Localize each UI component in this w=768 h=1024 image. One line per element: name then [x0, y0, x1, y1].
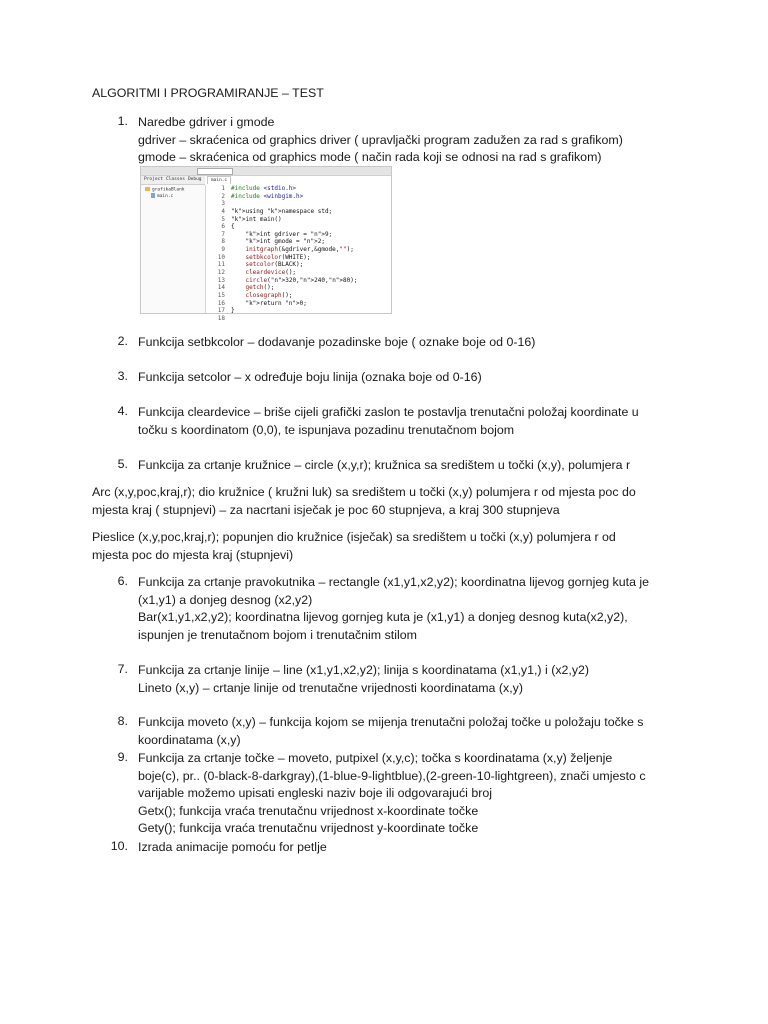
paragraph-line: mjesta poc do mjesta kraj (stupnjevi) [92, 547, 294, 562]
line-number: 11 [217, 261, 225, 269]
line-number: 17 [217, 307, 225, 315]
line-number: 3 [221, 200, 225, 208]
line-number: 2 [221, 192, 225, 200]
line-number-gutter [207, 185, 225, 323]
line-number: 15 [217, 291, 225, 299]
item-line: točku s koordinatom (0,0), te ispunjava pozadinu trenutačnom bojom [138, 422, 515, 437]
paragraph-line: mjesta kraj ( stupnjevi) – za nacrtani isječak je poc 60 stupnjeva, a kraj 300 stupnjeva [92, 502, 560, 517]
line-number: 7 [221, 230, 225, 238]
item-line: (x1,y1) a donjeg desnog (x2,y2) [138, 592, 313, 607]
paragraph-arc [92, 484, 682, 519]
line-number: 10 [217, 253, 225, 261]
line-number: 1 [221, 185, 225, 192]
code-line [231, 315, 357, 323]
item-line: Lineto (x,y) – crtanje linije od trenutačne vrijednosti koordinatama (x,y) [138, 680, 523, 695]
paragraph-line: Arc (x,y,poc,kraj,r); dio kružnice ( kružni luk) sa središtem u točki (x,y) polumjera r od mjesta poc do [92, 485, 636, 499]
line-number: 5 [221, 215, 225, 223]
code-line: circle("n">320,"n">240,"n">80); [245, 276, 358, 284]
code-line: setbkcolor(WHITE); [245, 253, 311, 261]
ide-code-editor [207, 184, 391, 322]
tree-item-project: grafikaBlank [145, 187, 185, 193]
item-line: Izrada animacije pomoću for petlje [138, 840, 327, 854]
item-line: Gety(); funkcija vraća trenutačnu vrijednost y-koordinate točke [138, 821, 479, 836]
item-line: Funkcija za crtanje točke – moveto, putpixel (x,y,c); točka s koordinatama (x,y) željenje [138, 751, 613, 765]
paragraph-line: Pieslice (x,y,poc,kraj,r); popunjen dio kružnice (isječak) sa središtem u točki (x,y) polumjera r od [92, 530, 616, 544]
item-line: varijable možemo upisati engleski naziv boje ili odgovarajući broj [138, 786, 493, 801]
code-line: cleardevice(); [245, 269, 297, 277]
item-number: 2. [117, 334, 128, 348]
item-number: 4. [117, 404, 128, 418]
ide-screenshot [140, 166, 392, 322]
code-line: setcolor(BLACK); [245, 261, 304, 269]
item-line: Funkcija moveto (x,y) – funkcija kojom se mijenja trenutačni položaj točke u položaju točke s [138, 715, 644, 729]
code-line: "k">int main() [231, 215, 282, 223]
ide-tab-project: Project [144, 177, 163, 182]
item-line: ispunjen je trenutačnom bojom i trenutačnim stilom [138, 627, 417, 642]
line-number: 9 [221, 246, 225, 254]
file-icon [151, 193, 155, 198]
code-line [231, 200, 357, 208]
item-number: 3. [117, 369, 128, 383]
item-number: 8. [117, 714, 128, 728]
code-line: "k">return "n">0; [245, 299, 307, 307]
item-line: boje(c), pr.. (0-black-8-darkgray),(1-blue-9-lightblue),(2-green-10-lightgreen), znači umjesto c [138, 768, 646, 783]
item-line: Funkcija za crtanje linije – line (x1,y1,x2,y2); linija s koordinatama (x1,y1,) i (x2,y2) [138, 663, 590, 677]
line-number: 12 [217, 269, 225, 277]
ide-tab-debug: Debug [187, 177, 202, 182]
line-number: 8 [221, 238, 225, 246]
paragraph-pieslice [92, 529, 682, 564]
ide-combo-box [197, 168, 233, 175]
code-line: "k">int gmode = "n">2; [245, 238, 325, 246]
item-line: Funkcija za crtanje kružnice – circle (x,y,r); kružnica sa središtem u točki (x,y), polumjera r [138, 458, 631, 472]
item-line: gdriver – skraćenica od graphics driver ( upravljački program zadužen za rad s grafikom) [138, 132, 623, 147]
ide-file-tab: main.c [207, 176, 231, 184]
code-line: "k">using "k">namespace std; [231, 207, 333, 215]
ide-tab-classes: Classes [165, 177, 185, 182]
item-line: Funkcija cleardevice – briše cijeli grafički zaslon te postavlja trenutačni položaj koordinate u [138, 405, 639, 419]
code-line: initgraph(&gdriver,&gmode,""); [245, 246, 354, 254]
code-line: closegraph(); [245, 291, 293, 299]
item-number: 1. [117, 114, 128, 128]
item-number: 6. [117, 574, 128, 588]
code-line: { [231, 223, 235, 231]
item-number: 10. [110, 839, 128, 853]
line-number: 16 [217, 299, 225, 307]
item-line: Funkcija za crtanje pravokutnika – rectangle (x1,y1,x2,y2); koordinatna lijevog gornjeg kuta je [138, 575, 650, 589]
item-number: 9. [117, 750, 128, 764]
line-number: 18 [217, 314, 225, 322]
item-line: gmode – skraćenica od graphics mode ( način rada koji se odnosi na rad s grafikom) [138, 150, 602, 165]
page-title: ALGORITMI I PROGRAMIRANJE – TEST [92, 86, 324, 100]
code-line: #include <winbgim.h> [231, 192, 304, 200]
folder-icon [145, 187, 150, 191]
item-line: Funkcija setbkcolor – dodavanje pozadinske boje ( oznake boje od 0-16) [138, 335, 536, 349]
code-line: #include <stdio.h> [231, 185, 297, 192]
line-number: 6 [221, 223, 225, 231]
line-number: 14 [217, 284, 225, 292]
tree-item-file: main.c [151, 193, 173, 199]
item-line: Naredbe gdriver i gmode [138, 115, 275, 129]
code-line: } [231, 307, 235, 315]
item-number: 7. [117, 662, 128, 676]
ide-toolbar [141, 167, 391, 176]
item-line: Getx(); funkcija vraća trenutačnu vrijednost x-koordinate točke [138, 803, 479, 818]
item-number: 5. [117, 457, 128, 471]
item-line: Funkcija setcolor – x određuje boju linija (oznaka boje od 0-16) [138, 370, 482, 384]
code-lines [231, 185, 357, 323]
code-line: "k">int gdriver = "n">9; [245, 230, 333, 238]
ide-project-tree [141, 185, 206, 313]
item-line: koordinatama (x,y) [138, 732, 241, 747]
line-number: 13 [217, 276, 225, 284]
line-number: 4 [221, 207, 225, 215]
code-line: getch(); [245, 284, 275, 292]
item-line: Bar(x1,y1,x2,y2); koordinatna lijevog gornjeg kuta je (x1,y1) a donjeg desnog kuta(x2,y2), [138, 610, 628, 625]
ide-panel-tabs [141, 176, 205, 185]
